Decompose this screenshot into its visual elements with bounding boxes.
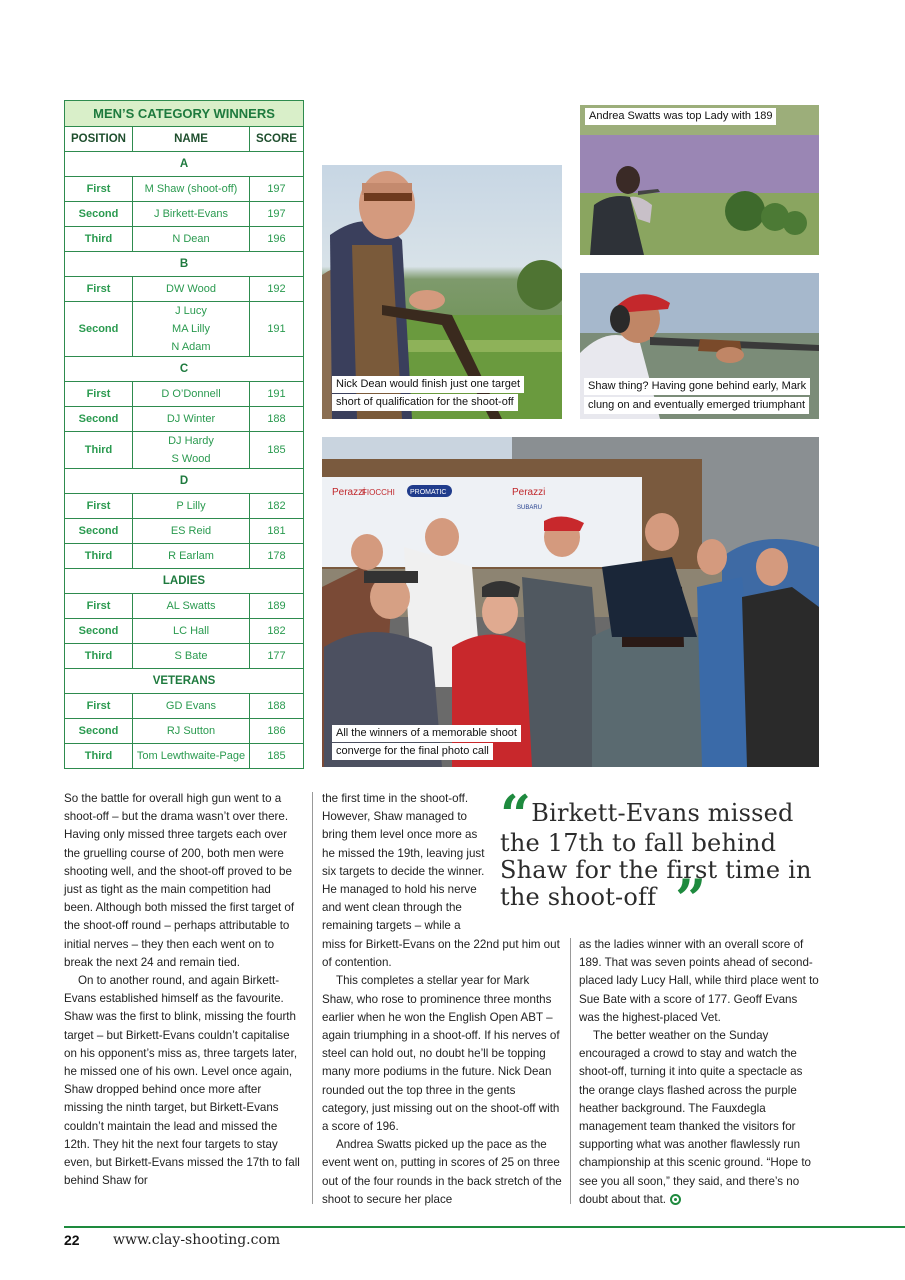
table-row: [65, 227, 304, 252]
position-cell: Third: [65, 432, 133, 469]
column-divider: [570, 938, 571, 1204]
caption-mark-shaw-line-1: Shaw thing? Having gone behind early, Mark: [584, 378, 810, 395]
header-position: POSITION: [65, 127, 133, 152]
table-row: [65, 277, 304, 302]
caption-nick-dean-line-2: short of qualification for the shoot-off: [332, 394, 518, 411]
name-cell: [133, 644, 250, 669]
position-cell: Third: [65, 227, 133, 252]
name-cell: [133, 227, 250, 252]
name-cell: [133, 619, 250, 644]
competitor-name: AL Swatts: [166, 600, 216, 612]
competitor-name: DW Wood: [166, 283, 216, 295]
table-row: [65, 544, 304, 569]
table-body: [65, 152, 304, 769]
name-cell: [133, 544, 250, 569]
category-row: [65, 357, 304, 382]
article-paragraph-last: [579, 1027, 819, 1209]
banner-logo-perazzi: Perazzi: [332, 487, 366, 498]
position-cell: Second: [65, 719, 133, 744]
score-cell: 182: [250, 494, 304, 519]
score-cell: 197: [250, 177, 304, 202]
position-cell: Third: [65, 544, 133, 569]
table-row: [65, 177, 304, 202]
position-cell: First: [65, 382, 133, 407]
banner-logo-subaru: SUBARU: [517, 505, 543, 511]
table-row: [65, 694, 304, 719]
position-cell: First: [65, 694, 133, 719]
position-cell: Second: [65, 619, 133, 644]
competitor-name: ES Reid: [170, 525, 212, 537]
score-cell: 192: [250, 277, 304, 302]
category-row: [65, 569, 304, 594]
name-cell: [133, 177, 250, 202]
competitor-name: MA Lilly: [172, 323, 210, 335]
article-paragraph: So the battle for overall high gun went to a shoot-off – but the drama wasn’t over there. Having only missed three targets each over the gruelling course of 200, both men were shooting well, and the shoot-off proved to be just as tight as the main competition had been. Although both missed the first target of the shoot-off round – perhaps attributable to initial nerves – they then each went on to break the next 24 and remain tied.: [64, 792, 295, 969]
competitor-name: D O’Donnell: [161, 388, 221, 400]
table-row: [65, 519, 304, 544]
competitor-name: LC Hall: [172, 625, 210, 637]
table-row: [65, 382, 304, 407]
category-row: [65, 252, 304, 277]
caption-nick-dean-line-1: Nick Dean would finish just one target: [332, 376, 524, 393]
article-column-2: [322, 936, 562, 1209]
category-row: [65, 669, 304, 694]
table-row: [65, 619, 304, 644]
name-cell: [133, 202, 250, 227]
score-cell: 196: [250, 227, 304, 252]
photo-andrea-swatts-image: [580, 105, 819, 255]
position-cell: Second: [65, 407, 133, 432]
position-cell: Third: [65, 644, 133, 669]
name-cell: [133, 519, 250, 544]
competitor-name: R Earlam: [168, 550, 214, 562]
score-cell: 197: [250, 202, 304, 227]
category-label: B: [65, 252, 304, 277]
name-cell: [133, 719, 250, 744]
table-row: [65, 202, 304, 227]
category-label: LADIES: [65, 569, 304, 594]
header-name: NAME: [133, 127, 250, 152]
article-paragraph: The better weather on the Sunday encouraged a crowd to stay and watch the shoot-off, turning it into quite a spectacle as the orange clays flashed across the purple heather background. The Fauxdegla management team thanked the visitors for supporting what was another flawlessly run championship at this scenic ground. “Hope to see you all soon,” they said, and there’s no doubt about that.: [579, 1029, 812, 1206]
competitor-name: J Birkett-Evans: [154, 208, 228, 220]
position-cell: Second: [65, 202, 133, 227]
position-cell: Third: [65, 744, 133, 769]
photo-winners-group: [322, 437, 819, 767]
end-mark-icon: [670, 1194, 681, 1205]
score-cell: 182: [250, 619, 304, 644]
competitor-name: S Wood: [171, 453, 211, 465]
table-row: [65, 494, 304, 519]
position-cell: Second: [65, 519, 133, 544]
table-row: [65, 594, 304, 619]
position-cell: First: [65, 177, 133, 202]
article-column-1: [64, 790, 300, 1190]
banner-logo-perazzi-2: Perazzi: [512, 487, 546, 498]
banner-logo-fiocchi: FIOCCHI: [362, 488, 395, 497]
article-paragraph: On to another round, and again Birkett-Evans established himself as the favourite. Shaw was the first to blink, missing the fourth target – but Birkett-Evans couldn’t capitalise on his opponent’s miss as, three targets later, he missed one of his own. Level once again, Shaw dropped behind once more after missing the ninth target, but Birkett-Evans couldn’t maintain the lead and missed the 12th. They hit the next four targets to stay even, but Birkett-Evans missed the 17th to fall behind Shaw for: [64, 974, 300, 1188]
table-row: [65, 644, 304, 669]
name-cell: [133, 432, 250, 469]
table-row: [65, 302, 304, 357]
competitor-name: DJ Winter: [166, 413, 216, 425]
header-score: SCORE: [250, 127, 304, 152]
competitor-name: M Shaw (shoot-off): [144, 183, 238, 195]
table-row: [65, 432, 304, 469]
score-cell: 177: [250, 644, 304, 669]
article-paragraph: the first time in the shoot-off. However, Shaw managed to bring them level once more as he missed the 19th, leaving just six targets to decide the winner. He managed to hold his nerve and went clean through the remaining targets – while a: [322, 792, 485, 933]
table-row: [65, 407, 304, 432]
competitor-name: RJ Sutton: [166, 725, 216, 737]
caption-group-line-2: converge for the final photo call: [332, 743, 493, 760]
caption-mark-shaw-line-2: clung on and eventually emerged triumphant: [584, 397, 809, 414]
banner-logo-promatic: PROMATIC: [410, 489, 447, 496]
article-paragraph: This completes a stellar year for Mark Shaw, who rose to prominence three months earlier when he won the English Open ABT – again triumphing in a shoot-off. If his nerves of steel can hold out, no doubt he’ll be topping many more podiums in the future. Nick Dean rounded out the top three in the gents category, just missing out on the shoot-off with a score of 196.: [322, 974, 560, 1134]
article-paragraph: Andrea Swatts picked up the pace as the event went on, putting in scores of 25 on three out of the four rounds in the back stretch of the shoot to secure her place: [322, 1138, 562, 1206]
position-cell: Second: [65, 302, 133, 357]
pull-quote: [500, 783, 830, 931]
photo-winners-group-image: [322, 437, 819, 767]
position-cell: First: [65, 594, 133, 619]
photo-andrea-swatts: [580, 105, 819, 255]
footer-website[interactable]: www.clay-shooting.com: [113, 1232, 281, 1248]
competitor-name: J Lucy: [175, 305, 207, 317]
competitor-name: N Adam: [171, 341, 211, 353]
category-label: C: [65, 357, 304, 382]
results-table: [64, 100, 304, 769]
article-paragraph: miss for Birkett-Evans on the 22nd put him out of contention.: [322, 938, 560, 970]
close-quote-icon: ”: [656, 867, 707, 931]
table-row: [65, 744, 304, 769]
article-paragraph: as the ladies winner with an overall score of 189. That was seven points ahead of second-placed lady Lucy Hall, while third place went to Sue Bate with a score of 177. Geoff Evans was the highest-placed Vet.: [579, 938, 819, 1024]
score-cell: 185: [250, 432, 304, 469]
competitor-name: N Dean: [172, 233, 210, 245]
category-row: [65, 469, 304, 494]
position-cell: First: [65, 277, 133, 302]
open-quote-icon: “: [500, 783, 532, 847]
category-label: VETERANS: [65, 669, 304, 694]
footer-rule: [64, 1226, 905, 1228]
competitor-name: GD Evans: [165, 700, 217, 712]
name-cell: [133, 494, 250, 519]
score-cell: 186: [250, 719, 304, 744]
table-title: MEN’S CATEGORY WINNERS: [64, 100, 304, 126]
name-cell: [133, 744, 250, 769]
column-divider: [312, 792, 313, 1204]
score-cell: 191: [250, 302, 304, 357]
article-column-2-top: [322, 790, 492, 936]
table-row: [65, 719, 304, 744]
competitor-name: P Lilly: [176, 500, 206, 512]
category-label: A: [65, 152, 304, 177]
competitor-name: DJ Hardy: [168, 435, 214, 447]
position-cell: First: [65, 494, 133, 519]
name-cell: [133, 594, 250, 619]
name-cell: [133, 407, 250, 432]
name-cell: [133, 382, 250, 407]
category-label: D: [65, 469, 304, 494]
score-cell: 191: [250, 382, 304, 407]
score-cell: 188: [250, 407, 304, 432]
score-cell: 185: [250, 744, 304, 769]
caption-group-line-1: All the winners of a memorable shoot: [332, 725, 521, 742]
category-row: [65, 152, 304, 177]
score-cell: 178: [250, 544, 304, 569]
name-cell: [133, 277, 250, 302]
competitor-name: S Bate: [174, 650, 208, 662]
score-cell: 188: [250, 694, 304, 719]
caption-andrea-swatts: Andrea Swatts was top Lady with 189: [585, 108, 776, 125]
score-cell: 181: [250, 519, 304, 544]
pull-quote-text: Birkett-Evans missed the 17th to fall behind Shaw for the first time in the shoot-off: [500, 799, 812, 911]
name-cell: [133, 694, 250, 719]
table-header-row: [65, 127, 304, 152]
page-number: 22: [64, 1232, 80, 1248]
name-cell: [133, 302, 250, 357]
competitor-name: Tom Lewthwaite-Page: [136, 750, 246, 762]
score-cell: 189: [250, 594, 304, 619]
article-column-3: [579, 936, 819, 1209]
